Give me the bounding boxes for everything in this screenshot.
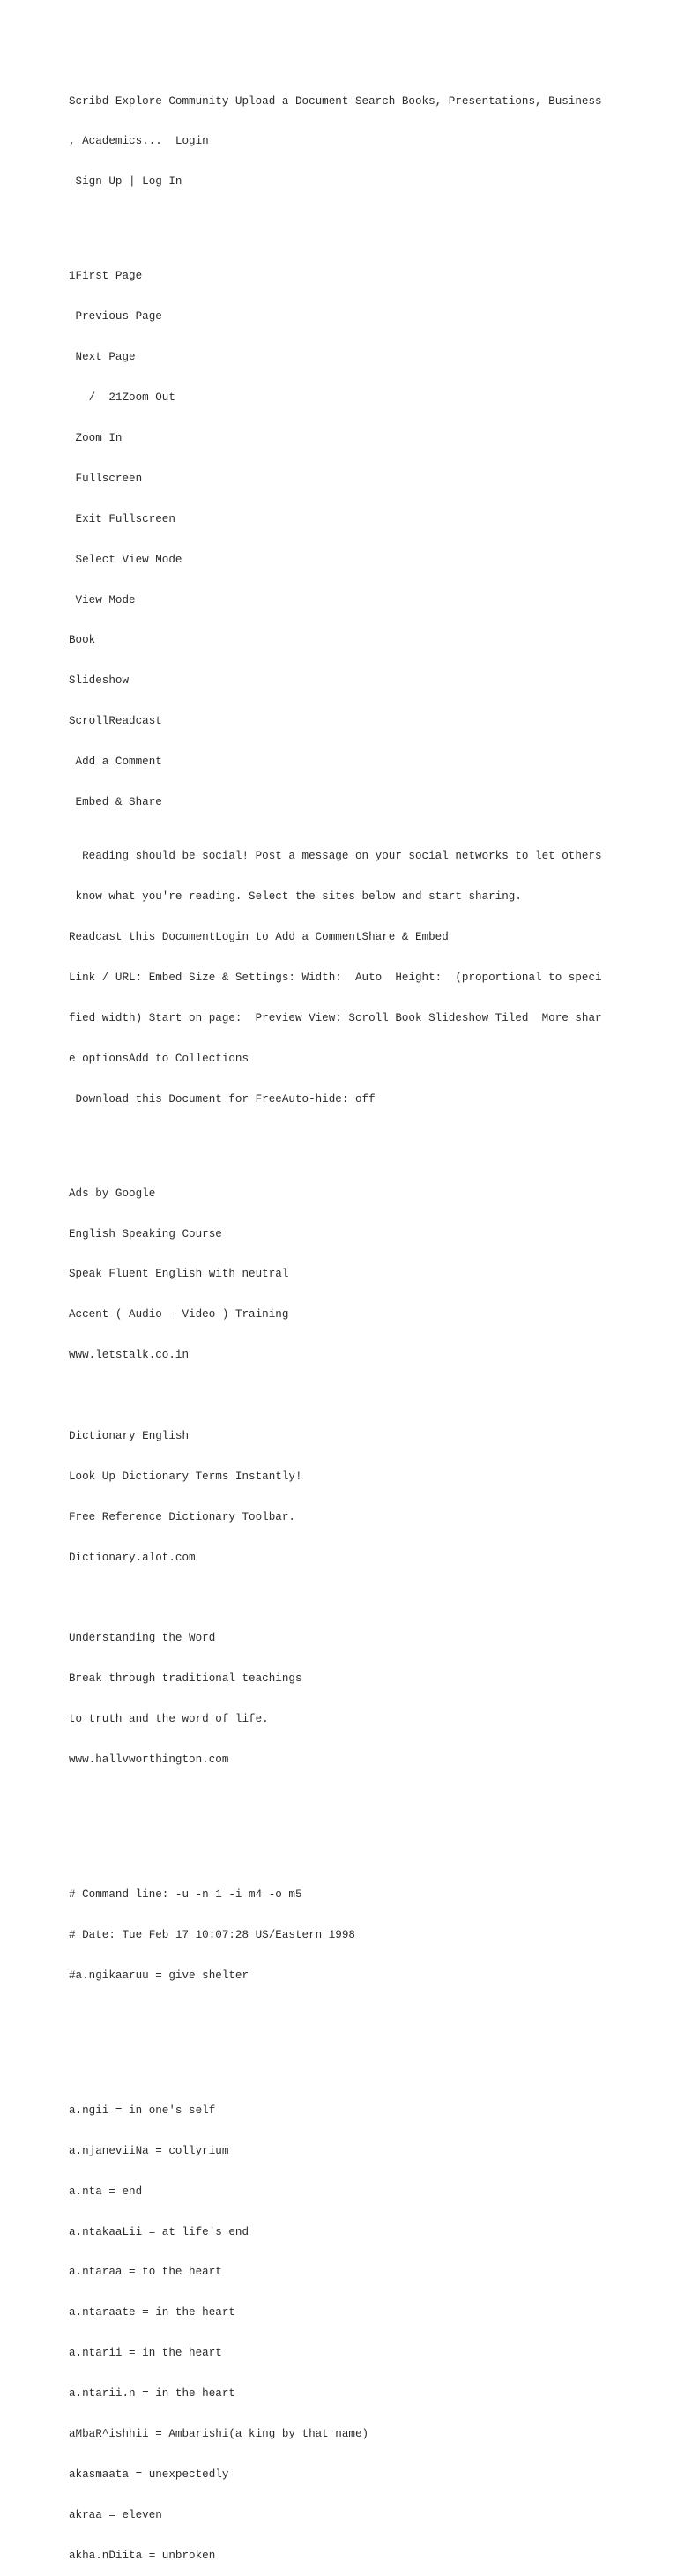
blank-line: [69, 1133, 668, 1146]
document-text: [69, 68, 668, 2576]
dictionary-entry: a.ntarii.n = in the heart: [69, 2387, 235, 2401]
dictionary-entry: a.ntaraate = in the heart: [69, 2306, 235, 2319]
view-mode-button[interactable]: View Mode: [69, 593, 136, 607]
command-line-comment: # Command line: -u -n 1 -i m4 -o m5: [69, 1888, 302, 1902]
embed-settings-line-3[interactable]: e optionsAdd to Collections: [69, 1052, 249, 1065]
dictionary-entry: a.nta = end: [69, 2185, 143, 2198]
blank-line: [69, 1389, 668, 1403]
zoom-out-button[interactable]: / 21Zoom Out: [69, 391, 175, 405]
ad-url[interactable]: www.letstalk.co.in: [69, 1349, 190, 1362]
next-page-button[interactable]: Next Page: [69, 351, 136, 364]
dictionary-entry: #a.ngikaaruu = give shelter: [69, 1969, 249, 1982]
dictionary-entry: aMbaR^ishhii = Ambarishi(a king by that name): [69, 2427, 369, 2440]
blank-line: [69, 1835, 668, 1848]
ad-text: Accent ( Audio - Video ) Training: [69, 1308, 289, 1322]
header-nav-line-1[interactable]: Scribd Explore Community Upload a Document Search Books, Presentations, Business: [69, 94, 602, 108]
view-mode-book[interactable]: Book: [69, 634, 96, 647]
first-page-button[interactable]: 1First Page: [69, 270, 143, 283]
previous-page-button[interactable]: Previous Page: [69, 310, 162, 324]
dictionary-entry: a.njaneviiNa = collyrium: [69, 2144, 229, 2157]
ad-text: to truth and the word of life.: [69, 1713, 269, 1726]
ad-title[interactable]: Dictionary English: [69, 1429, 190, 1442]
dictionary-entry: akraa = eleven: [69, 2508, 162, 2521]
view-mode-scroll-readcast[interactable]: ScrollReadcast: [69, 715, 162, 728]
exit-fullscreen-button[interactable]: Exit Fullscreen: [69, 512, 175, 525]
embed-share-button[interactable]: Embed & Share: [69, 796, 162, 809]
blank-line: [69, 2051, 668, 2064]
ad-text: Speak Fluent English with neutral: [69, 1268, 289, 1281]
download-document-link[interactable]: Download this Document for FreeAuto-hide: off: [69, 1092, 376, 1106]
dictionary-entry: a.ngii = in one's self: [69, 2103, 216, 2117]
signup-login-link[interactable]: Sign Up | Log In: [69, 175, 182, 189]
fullscreen-button[interactable]: Fullscreen: [69, 472, 143, 485]
ads-heading: Ads by Google: [69, 1187, 156, 1200]
blank-line: [69, 2010, 668, 2023]
add-comment-button[interactable]: Add a Comment: [69, 756, 162, 769]
ad-text: Break through traditional teachings: [69, 1672, 302, 1686]
select-view-mode-button[interactable]: Select View Mode: [69, 553, 182, 566]
readcast-comment-share-line[interactable]: Readcast this DocumentLogin to Add a CommentShare & Embed: [69, 931, 449, 943]
ad-text: Look Up Dictionary Terms Instantly!: [69, 1470, 302, 1483]
ad-text: Free Reference Dictionary Toolbar.: [69, 1510, 295, 1523]
blank-line: [69, 1794, 668, 1807]
ad-title[interactable]: English Speaking Course: [69, 1227, 222, 1240]
dictionary-entry: akasmaata = unexpectedly: [69, 2468, 229, 2481]
view-mode-slideshow[interactable]: Slideshow: [69, 674, 130, 688]
social-message-line-1: Reading should be social! Post a message on your social networks to let others: [69, 850, 602, 863]
blank-line: [69, 1592, 668, 1605]
dictionary-entry: a.ntarii = in the heart: [69, 2347, 222, 2360]
dictionary-entry: a.ntaraa = to the heart: [69, 2266, 222, 2279]
social-message-line-2: know what you're reading. Select the sites below and start sharing.: [69, 890, 522, 904]
ad-title[interactable]: Understanding the Word: [69, 1632, 216, 1645]
date-comment: # Date: Tue Feb 17 10:07:28 US/Eastern 1998: [69, 1928, 355, 1941]
embed-settings-line-2[interactable]: fied width) Start on page: Preview View: Scroll Book Slideshow Tiled More shar: [69, 1011, 602, 1024]
ad-url[interactable]: Dictionary.alot.com: [69, 1551, 196, 1564]
header-nav-line-2[interactable]: , Academics... Login: [69, 135, 209, 148]
dictionary-entry: akha.nDiita = unbroken: [69, 2549, 216, 2562]
dictionary-entry: a.ntakaaLii = at life's end: [69, 2225, 249, 2238]
blank-line: [69, 216, 668, 229]
embed-settings-line-1[interactable]: Link / URL: Embed Size & Settings: Width: Auto Height: (proportional to speci: [69, 971, 602, 984]
zoom-in-button[interactable]: Zoom In: [69, 432, 123, 445]
ad-url[interactable]: www.hallvworthington.com: [69, 1753, 229, 1767]
